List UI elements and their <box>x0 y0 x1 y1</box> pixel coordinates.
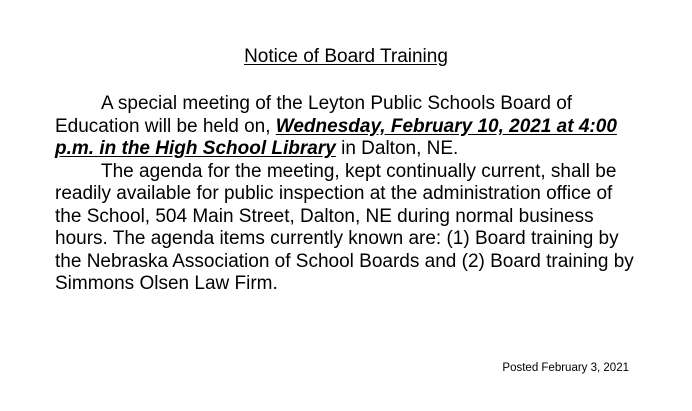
posted-date: Posted February 3, 2021 <box>502 362 629 374</box>
meeting-announcement-paragraph <box>55 93 635 161</box>
announcement-location-text: in Dalton, NE. <box>335 138 459 159</box>
announcement-intro-text: A special meeting of the Leyton Public Schools Board of Education will be held on, <box>55 93 573 137</box>
agenda-paragraph: The agenda for the meeting, kept continually current, shall be readily available for public inspection at the administration office of the School, 504 Main Street, Dalton, NE during normal business hours. The agenda items currently known are: (1) Board training by the Nebraska Association of School Boards and (2) Board training by Simmons Olsen Law Firm. <box>55 160 634 294</box>
meeting-date-location: Wednesday, February 10, 2021 at 4:00 p.m. in the High School Library <box>55 115 617 159</box>
notice-body <box>55 93 635 296</box>
notice-title: Notice of Board Training <box>244 46 448 67</box>
